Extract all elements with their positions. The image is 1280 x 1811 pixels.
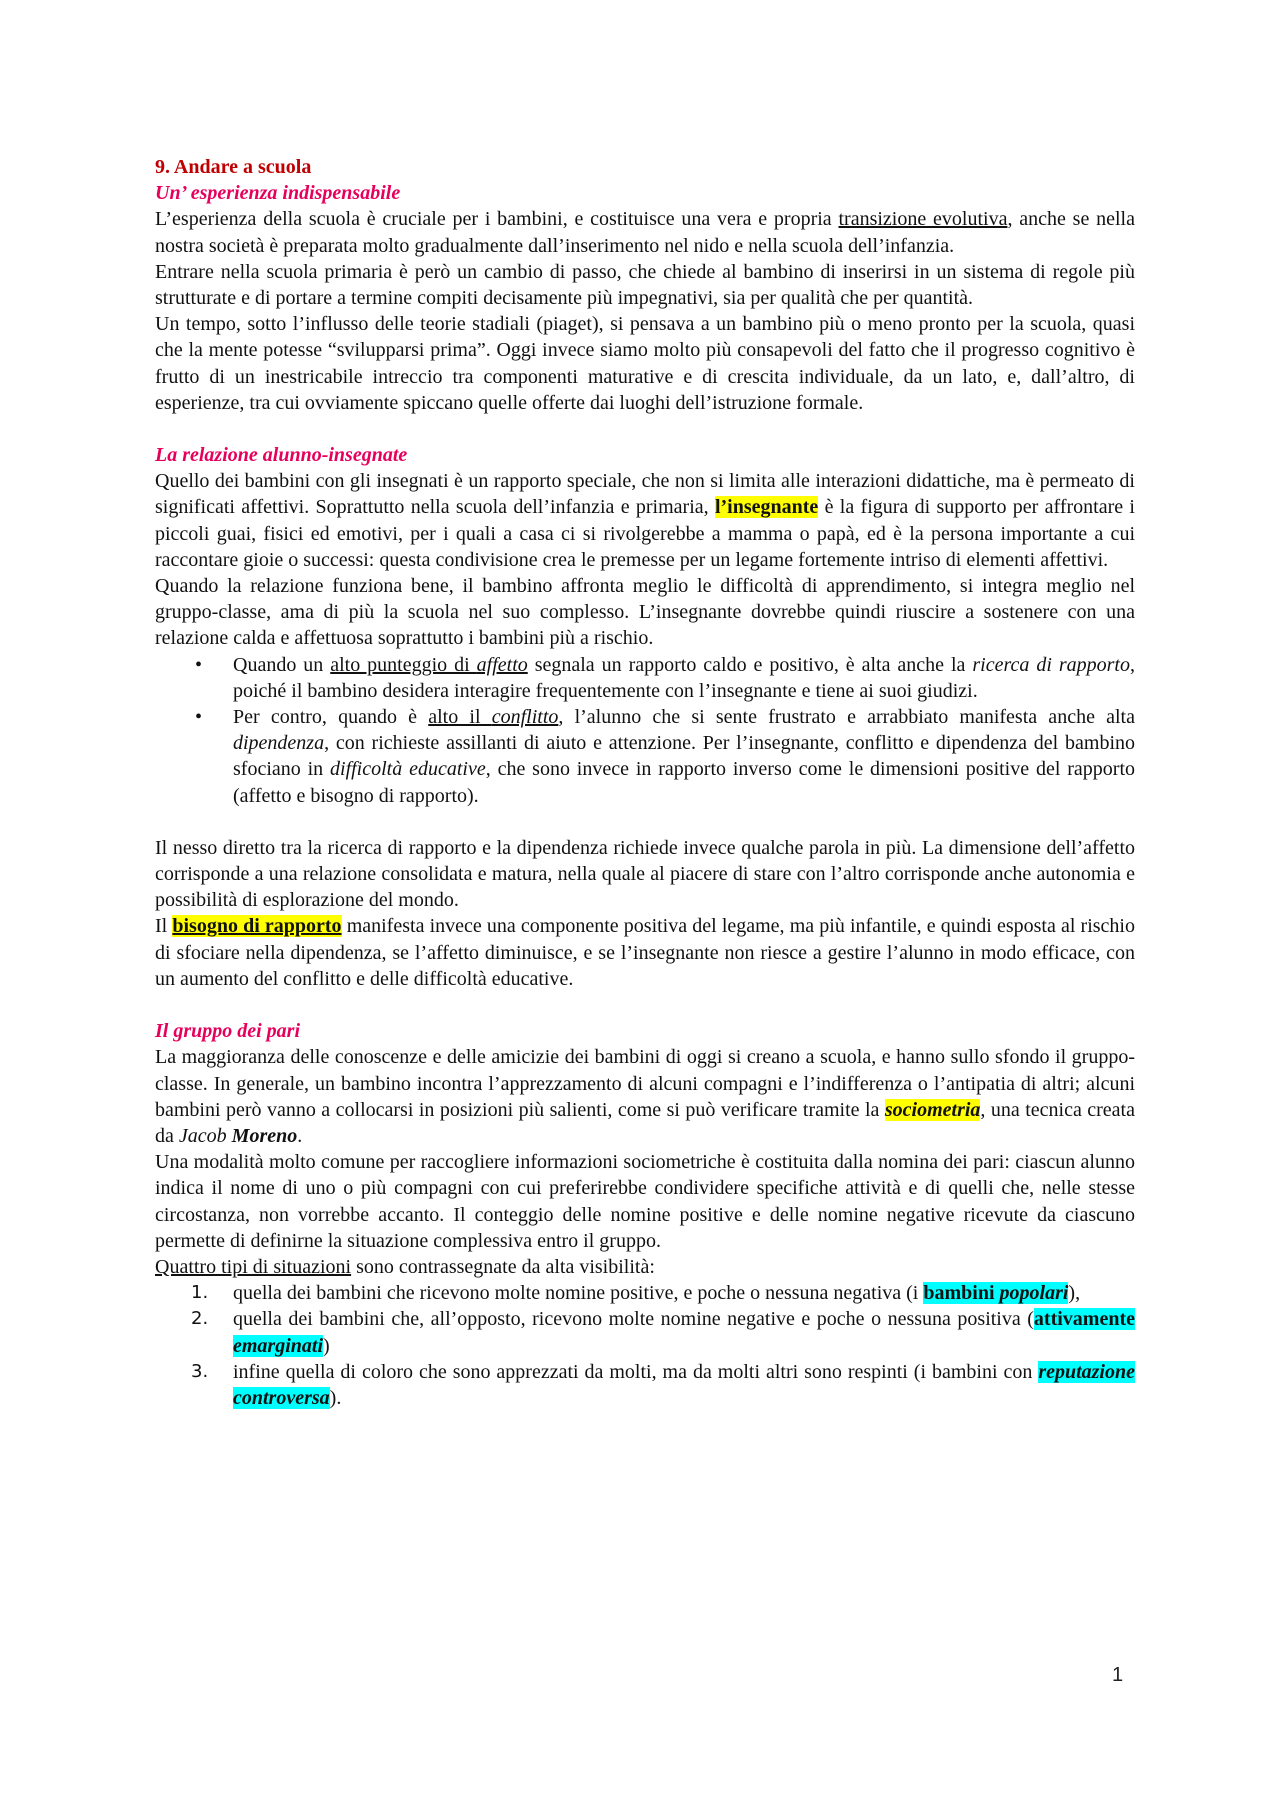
list-item [155,652,1135,704]
number-marker: 2. [191,1308,209,1330]
number-marker: 1. [191,1282,209,1304]
paragraph [155,1044,1135,1149]
text-run: bambini [923,1282,1000,1305]
text-run: quella dei bambini che ricevono molte nomine positive, e poche o nessuna negativa (i [233,1282,924,1305]
text-run: sono contrassegnate da alta visibilità: [351,1255,655,1278]
text-run: . [297,1124,303,1147]
text-run: Per contro, quando è [233,706,429,729]
section-title-gruppo-pari: Il gruppo dei pari [155,1020,301,1043]
highlighted-term: sociometria [884,1098,981,1121]
paragraph [155,468,1135,573]
text-run: emarginati [233,1334,324,1357]
text-run: , l’alunno che si sente frustrato e arrabbiato manifesta anche alta [558,706,1135,729]
paragraph: Quando la relazione funziona bene, il bambino affronta meglio le difficoltà di apprendimento, si integra meglio nel gruppo-classe, ama di più la scuola nel suo complesso. L’insegnante dovrebbe quindi riuscire a sostenere con una relazione calda e affettuosa soprattutto i bambini più a rischio. [155,575,1135,650]
list-item [155,1359,1135,1411]
underlined-term [428,706,558,728]
text-run: Quando un [233,653,331,676]
text-run: La maggioranza delle conoscenze e delle amicizie dei bambini di oggi si creano a scuola, e hanno sullo sfondo il gruppo-classe. In generale, un bambino incontra l’apprezzamento di alcuni compagni e l’indifferenza o l’antipatia di altri; alcuni bambini però vanno a collocarsi in posizioni più salienti, come si può verificare tramite la [155,1046,1135,1121]
paragraph [155,206,1135,258]
text-run: è la figura di supporto per affrontare i piccoli guai, fisici ed emotivi, per i quali a casa ci si rivolgerebbe a mamma o papà, ed è la persona importante a cui raccontare gioie o successi: questa condivisione crea le premesse per un legame fortemente intriso di elementi affettivi. [155,496,1135,571]
spacer [155,416,1135,442]
text-run: popolari [999,1282,1069,1305]
highlighted-term: bisogno di rapporto [172,915,342,938]
spacer [155,809,1135,835]
highlighted-term: l’insegnante [714,496,819,519]
italic-term: dipendenza [233,732,325,755]
italic-term: Jacob [178,1124,232,1147]
text-run: attivamente [1033,1308,1135,1331]
text-run: , che sono invece in rapporto inverso come le dimensioni positive del rapporto (affetto e bisogno di rapporto). [233,758,1136,807]
text-run: , anche se nella nostra società è preparata molto gradualmente dall’inserimento nel nido e nella scuola dell’infanzia. [155,208,1135,257]
italic-term: ricerca di rapporto [972,653,1130,676]
paragraph: Il nesso diretto tra la ricerca di rapporto e la dipendenza richiede invece qualche parola in più. La dimensione dell’affetto corrisponde a una relazione consolidata e matura, nella quale al piacere di stare con l’altro corrisponde anche autonomia e possibilità di esplorazione del mondo. [155,836,1135,912]
text-run: manifesta invece una componente positiva del legame, ma più infantile, e quindi esposta al rischio di sfociare nella dipendenza, se l’affetto diminuisce, e se l’insegnante non riesce a gestire l’alunno in modo efficace, con un aumento del conflitto e delle difficoltà educative. [155,915,1135,990]
numbered-list [155,1280,1135,1411]
bullet-marker: • [195,653,203,676]
list-item [155,1306,1135,1358]
text-run: L’esperienza della scuola è cruciale per i bambini, e costituisce una vera e propria [155,208,839,231]
text-run: quella dei bambini che, all’opposto, ricevono molte nomine negative e poche o nessuna positiva ( [233,1308,1034,1331]
text-run: conflitto [491,706,559,729]
text-run: , con richieste assillanti di aiuto e attenzione. Per l’insegnante, conflitto e dipendenza del bambino sfociano in [233,732,1135,781]
paragraph: Una modalità molto comune per raccogliere informazioni sociometriche è costituita dalla nomina dei pari: ciascun alunno indica il nome di uno o più compagni con cui preferirebbe condividere specifiche attività e di quelli che, nelle stesse circostanza, non vorrebbe accanto. Il conteggio delle nomine positive e delle nomine negative ricevute da ciascuno permette di definirne la situazione complessiva entro il gruppo. [155,1151,1135,1252]
underlined-term [330,654,528,676]
underlined-term: Quattro tipi di situazioni [155,1255,352,1278]
chapter-number: 9. [155,156,174,178]
spacer [155,992,1135,1018]
italic-term: difficoltà educative [330,758,486,781]
text-run: alto punteggio di [330,653,477,676]
text-run: ), [1068,1282,1081,1305]
text-run: segnala un rapporto caldo e positivo, è alta anche la [527,653,973,676]
paragraph: Un tempo, sotto l’influsso delle teorie stadiali (piaget), si pensava a un bambino più o meno pronto per la scuola, quasi che la mente potesse “svilupparsi prima”. Oggi invece siamo molto più consapevoli del fatto che il progresso cognitivo è frutto di un inestricabile intreccio tra componenti maturative e di crescita individuale, da un lato, e, dall’altro, di esperienze, tra cui ovviamente spiccano quelle offerte dai luoghi dell’istruzione formale. [155,313,1135,414]
chapter-heading [155,154,1135,180]
text-run: ) [323,1334,330,1357]
text-run: reputazione controversa [233,1360,1135,1409]
text-run: infine quella di coloro che sono apprezzati da molti, ma da molti altri sono respinti (i bambini con [233,1360,1039,1383]
paragraph [155,913,1135,992]
section-title-esperienza: Un’ esperienza indispensabile [155,182,401,205]
text-run: Quello dei bambini con gli insegnati è un rapporto speciale, che non si limita alle interazioni didattiche, ma è permeato di significati affettivi. Soprattutto nella scuola dell’infanzia e primaria, [155,470,1135,519]
underlined-term: transizione evolutiva [838,208,1008,231]
list-item [155,1280,1135,1306]
paragraph [155,1254,1135,1280]
page-content [155,154,1135,1411]
section-title-relazione: La relazione alunno-insegnate [155,444,408,467]
bold-italic-term: Moreno [231,1124,298,1147]
number-marker: 3. [191,1360,209,1382]
text-run: ). [329,1386,342,1409]
paragraph: Entrare nella scuola primaria è però un cambio di passo, che chiede al bambino di inserirsi in un sistema di regole più strutturate e di portare a termine compiti decisamente più impegnativi, sia per qualità che per quantità. [155,260,1135,310]
text-run: , poiché il bambino desidera interagire frequentemente con l’insegnante e tiene ai suoi giudizi. [233,653,1135,702]
text-run: affetto [476,653,528,676]
text-run: , una tecnica creata da [155,1098,1135,1147]
highlighted-term [923,1282,1068,1304]
list-item [155,704,1135,809]
chapter-title: Andare a scuola [173,156,312,178]
bullet-list [155,652,1135,809]
text-run: Il [155,915,173,938]
bullet-marker: • [195,706,203,729]
text-run: alto il [428,706,492,729]
page-number: 1 [1112,1664,1124,1686]
